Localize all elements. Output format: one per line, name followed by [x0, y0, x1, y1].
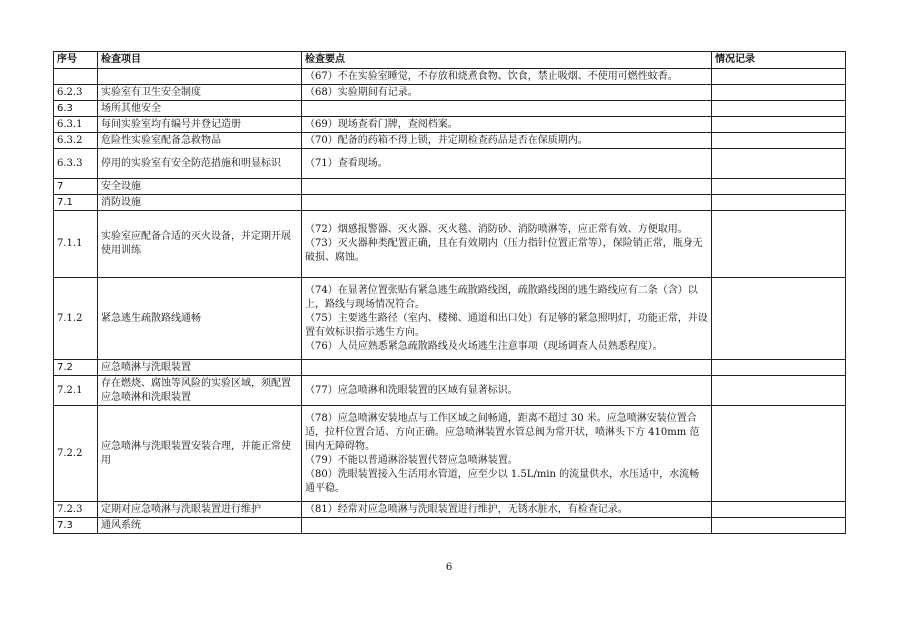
inspection-table — [53, 51, 846, 534]
record-cell — [712, 69, 846, 85]
check-points — [302, 133, 712, 149]
record-cell — [712, 117, 846, 133]
row-number: 6.3 — [54, 101, 98, 117]
record-cell — [712, 376, 846, 406]
section-title: 通风系统 — [98, 518, 302, 534]
check-point: （73）灭火器种类配置正确，且在有效期内（压力指针位置正常等），保险销正常，瓶身无破损、腐蚀。 — [305, 238, 703, 263]
check-points — [302, 195, 712, 211]
row-number — [54, 69, 98, 85]
table-row — [54, 406, 846, 502]
table-row — [54, 85, 846, 101]
check-item: 实验室有卫生安全制度 — [98, 85, 302, 101]
table-row — [54, 149, 846, 179]
check-points — [302, 117, 712, 133]
row-number: 7.2.3 — [54, 502, 98, 518]
row-number: 7.1 — [54, 195, 98, 211]
check-point: （71）查看现场。 — [305, 157, 388, 169]
header-record: 情况记录 — [712, 52, 846, 69]
row-number: 7.1.2 — [54, 278, 98, 360]
section-row — [54, 101, 846, 117]
check-point: （68）实验期间有记录。 — [305, 86, 418, 98]
row-number: 6.2.3 — [54, 85, 98, 101]
check-item: 实验室应配备合适的灭火设备，并定期开展使用训练 — [98, 211, 302, 278]
table-row — [54, 502, 846, 518]
page-number: 6 — [445, 562, 453, 573]
check-point: （77）应急喷淋和洗眼装置的区域有显著标识。 — [305, 384, 518, 396]
table-row — [54, 211, 846, 278]
header-item: 检查项目 — [98, 52, 302, 69]
row-number: 6.3.1 — [54, 117, 98, 133]
table-row — [54, 133, 846, 149]
check-points — [302, 149, 712, 179]
check-points — [302, 69, 712, 85]
header-no: 序号 — [54, 52, 98, 69]
check-points — [302, 518, 712, 534]
check-points — [302, 376, 712, 406]
section-title: 安全设施 — [98, 179, 302, 195]
row-number: 7.2.2 — [54, 406, 98, 502]
check-point: （76）人员应熟悉紧急疏散路线及火场逃生注意事项（现场调查人员熟悉程度）。 — [305, 340, 663, 352]
check-points — [302, 85, 712, 101]
record-cell — [712, 85, 846, 101]
section-title: 场所其他安全 — [98, 101, 302, 117]
check-item: 应急喷淋与洗眼装置安装合理，并能正常使用 — [98, 406, 302, 502]
check-points — [302, 502, 712, 518]
section-title: 消防设施 — [98, 195, 302, 211]
record-cell — [712, 211, 846, 278]
check-point: （79）不能以普通淋浴装置代替应急喷淋装置。 — [305, 454, 518, 466]
record-cell — [712, 149, 846, 179]
table-row — [54, 69, 846, 85]
check-point: （74）在显著位置张贴有紧急逃生疏散路线图，疏散路线图的逃生路线应有二条（含）以上，路线与现场情况符合。 — [305, 284, 698, 310]
record-cell — [712, 179, 846, 195]
row-number: 7.1.1 — [54, 211, 98, 278]
check-point: （75）主要逃生路径（室内、楼梯、通道和出口处）有足够的紧急照明灯，功能正常，并设置有效标识指示逃生方向。 — [305, 312, 708, 338]
check-item: 定期对应急喷淋与洗眼装置进行维护 — [98, 502, 302, 518]
check-points — [302, 278, 712, 360]
section-row — [54, 360, 846, 376]
check-point: （70）配备的药箱不得上锁，并定期检查药品是否在保质期内。 — [305, 134, 588, 146]
check-point: （69）现场查看门牌，查阅档案。 — [305, 118, 458, 130]
table-row — [54, 117, 846, 133]
section-row — [54, 179, 846, 195]
table-row — [54, 278, 846, 360]
record-cell — [712, 101, 846, 117]
section-row — [54, 518, 846, 534]
check-points — [302, 211, 712, 278]
check-point: （81）经常对应急喷淋与洗眼装置进行维护，无锈水脏水，有检查记录。 — [305, 503, 628, 515]
check-points — [302, 360, 712, 376]
row-number: 7.2.1 — [54, 376, 98, 406]
row-number: 6.3.2 — [54, 133, 98, 149]
table-row — [54, 376, 846, 406]
check-point: （72）烟感报警器、灭火器、灭火毯、消防砂、消防喷淋等，应正常有效、方便取用。 — [305, 224, 688, 235]
record-cell — [712, 502, 846, 518]
section-row — [54, 195, 846, 211]
row-number: 7.2 — [54, 360, 98, 376]
row-number: 6.3.3 — [54, 149, 98, 179]
record-cell — [712, 518, 846, 534]
record-cell — [712, 406, 846, 502]
row-number: 7.3 — [54, 518, 98, 534]
check-item: 存在燃烧、腐蚀等风险的实验区域，须配置应急喷淋和洗眼装置 — [98, 376, 302, 406]
record-cell — [712, 195, 846, 211]
record-cell — [712, 133, 846, 149]
check-item: 危险性实验室配备急救物品 — [98, 133, 302, 149]
record-cell — [712, 278, 846, 360]
check-points — [302, 179, 712, 195]
check-item: 紧急逃生疏散路线通畅 — [98, 278, 302, 360]
record-cell — [712, 360, 846, 376]
check-points — [302, 406, 712, 502]
header-points: 检查要点 — [302, 52, 712, 69]
row-number: 7 — [54, 179, 98, 195]
section-title: 应急喷淋与洗眼装置 — [98, 360, 302, 376]
check-item — [98, 69, 302, 85]
check-point: （80）洗眼装置接入生活用水管道，应至少以 1.5L/min 的流量供水，水压适中，水流畅通平稳。 — [305, 468, 700, 494]
table-header-row — [54, 52, 846, 69]
check-item: 每间实验室均有编号并登记造册 — [98, 117, 302, 133]
check-points — [302, 101, 712, 117]
check-item: 停用的实验室有安全防范措施和明显标识 — [98, 149, 302, 179]
check-point: （67）不在实验室睡觉，不存放和烧煮食物、饮食，禁止吸烟、不使用可燃性蚊香。 — [305, 70, 678, 82]
check-point: （78）应急喷淋安装地点与工作区域之间畅通，距离不超过 30 米。应急喷淋安装位置合适，拉杆位置合适、方向正确。应急喷淋装置水管总阀为常开状，喷淋头下方 410mm 范围内无障碍物。 — [305, 412, 700, 452]
